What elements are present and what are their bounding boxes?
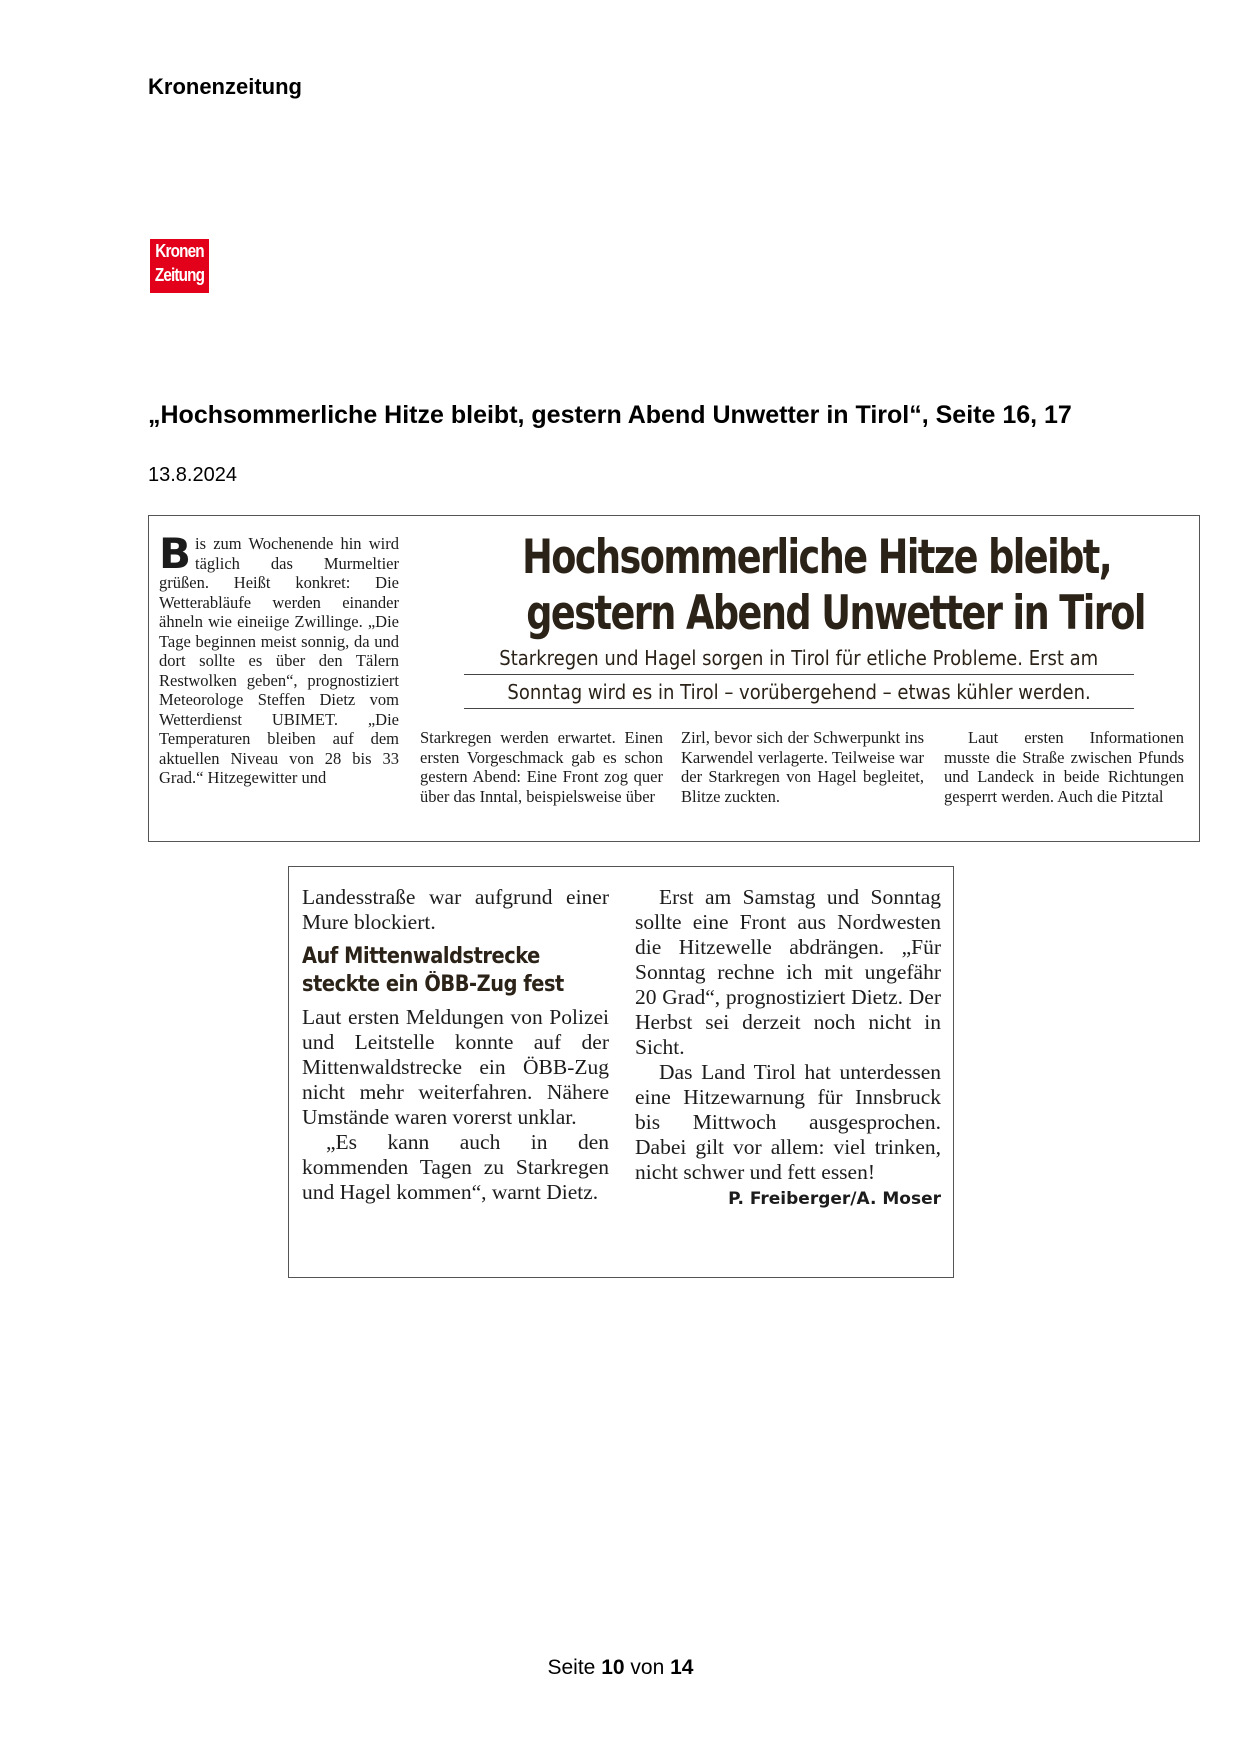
paragraph: Laut ersten Meldungen von Polizei und Leitstelle konnte auf der Mittenwaldstrecke ein ÖBB-Zug nicht mehr weiterfahren. Nähere Umstände waren vorerst unklar. [302,1005,609,1129]
paragraph: Erst am Samstag und Sonntag sollte eine Front aus Nordwesten die Hitzewelle abdrängen. „Für Sonntag rechne ich mit ungefähr 20 Grad“, prognostiziert Dietz. Der Herbst sei derzeit noch nicht in Sicht. [635,885,941,1059]
drop-cap: B [159,529,192,578]
article-column-2: Starkregen werden erwartet. Einen ersten Vorgeschmack gab es schon gestern Abend: Eine Front zog quer über das Inntal, beispielsweise über [420,728,663,806]
headline-line1: Hochsommerliche Hitze bleibt, [522,530,1112,585]
article-clipping-top [148,515,1200,842]
footer-page-number: 10 [601,1656,625,1679]
subheading-line2: steckte ein ÖBB-Zug fest [302,972,564,997]
paragraph: Landesstraße war aufgrund einer Mure blockiert. [302,885,609,934]
continuation-column-1 [302,885,609,1205]
footer-prefix: Seite [547,1656,596,1679]
article-column-4: Laut ersten Informationen musste die Straße zwischen Pfunds und Landeck in beide Richtungen gesperrt werden. Auch die Pitztal [944,728,1184,806]
lead-text: is zum Wochenende hin wird täglich das Murmeltier grüßen. Heißt konkret: Die Wetterabläufe werden einander ähneln wie eineiige Zwillinge. „Die Tage beginnen meist sonnig, da und dort sollte es über den Tälern Restwolken geben“, prognostiziert Meteorologe Steffen Dietz vom Wetterdienst UBIMET. „Die Temperaturen bleiben auf dem aktuellen Niveau von 28 bis 33 Grad.“ Hitzegewitter und [159,534,399,787]
document-date: 13.8.2024 [148,464,237,486]
logo-text-line2: Zeitung [154,265,205,285]
kronen-zeitung-logo [150,239,209,293]
source-name: Kronenzeitung [148,74,302,99]
paragraph: „Es kann auch in den kommenden Tagen zu Starkregen und Hagel kommen“, warnt Dietz. [302,1130,609,1204]
paragraph: Das Land Tirol hat unterdessen eine Hitzewarnung für Innsbruck bis Mittwoch ausgesprochen. Dabei gilt vor allem: viel trinken, nicht schwer und fett essen! [635,1060,941,1184]
subheading-line1: Auf Mittenwaldstrecke [302,944,540,969]
article-headline [439,530,1179,642]
headline-line2: gestern Abend Unwetter in Tirol [526,586,1145,641]
subheadline-line1-text: Starkregen und Hagel sorgen in Tirol für etliche Probleme. Erst am [499,646,1099,670]
article-subheading [302,943,609,999]
subheadline-line2 [464,680,1134,709]
subheadline-line1 [464,646,1134,675]
logo-text-line1: Kronen [155,241,204,261]
continuation-column-2 [635,885,941,1212]
article-clipping-continuation [288,866,954,1278]
article-lead-column [159,529,399,788]
article-author: P. Freiberger/A. Moser [728,1189,941,1209]
subheadline-line2-text: Sonntag wird es in Tirol – vorübergehend – etwas kühler werden. [507,680,1091,704]
article-column-3: Zirl, bevor sich der Schwerpunkt ins Karwendel verlagerte. Teilweise war der Starkregen von Hagel begleitet, Blitze zuckten. [681,728,924,806]
footer-middle: von [630,1656,665,1679]
document-title: „Hochsommerliche Hitze bleibt, gestern Abend Unwetter in Tirol“, Seite 16, 17 [148,401,1072,429]
footer-page-total: 14 [670,1656,694,1679]
page-footer [0,1656,1241,1680]
